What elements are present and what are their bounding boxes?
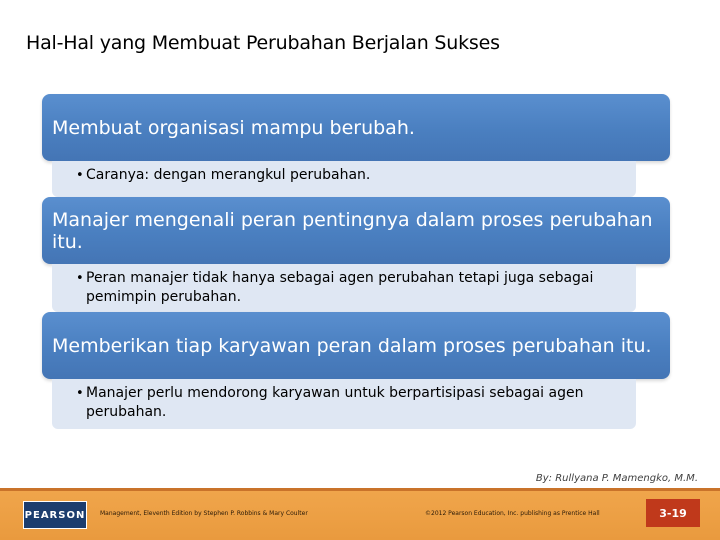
heading-box [42, 312, 670, 379]
book-citation: Management, Eleventh Edition by Stephen P. Robbins & Mary Coulter [100, 510, 308, 517]
bullet-panel [52, 161, 636, 197]
author-credit: By: Rullyana P. Mamengko, M.M. [535, 473, 698, 484]
footer-bar [0, 488, 720, 540]
footer-divider [0, 488, 720, 491]
content-list [42, 94, 670, 429]
bullet-dot: • [76, 271, 84, 286]
copyright-text: ©2012 Pearson Education, Inc. publishing as Prentice Hall [425, 510, 600, 517]
pearson-logo [23, 501, 87, 529]
bullet-item [76, 269, 610, 307]
heading-text: Memberikan tiap karyawan peran dalam proses perubahan itu. [52, 334, 652, 357]
bullet-text: Manajer perlu mendorong karyawan untuk berpartisipasi sebagai agen perubahan. [86, 385, 584, 420]
heading-text: Manajer mengenali peran pentingnya dalam proses perubahan itu. [52, 208, 653, 253]
bullet-panel [52, 264, 636, 312]
bullet-dot: • [76, 386, 84, 401]
list-item [42, 312, 670, 429]
list-item [42, 197, 670, 312]
list-item [42, 94, 670, 197]
slide-title: Hal-Hal yang Membuat Perubahan Berjalan Sukses [26, 32, 500, 54]
bullet-dot: • [76, 168, 84, 183]
bullet-text: Caranya: dengan merangkul perubahan. [86, 167, 371, 183]
logo-text: PEARSON [24, 509, 86, 521]
bullet-text: Peran manajer tidak hanya sebagai agen perubahan tetapi juga sebagai pemimpin perubahan. [86, 270, 594, 305]
heading-text: Membuat organisasi mampu berubah. [52, 116, 415, 139]
heading-box [42, 197, 670, 264]
bullet-item [76, 384, 610, 422]
page-number-badge: 3-19 [646, 499, 700, 527]
bullet-panel [52, 379, 636, 429]
heading-box [42, 94, 670, 161]
bullet-item [76, 166, 610, 185]
